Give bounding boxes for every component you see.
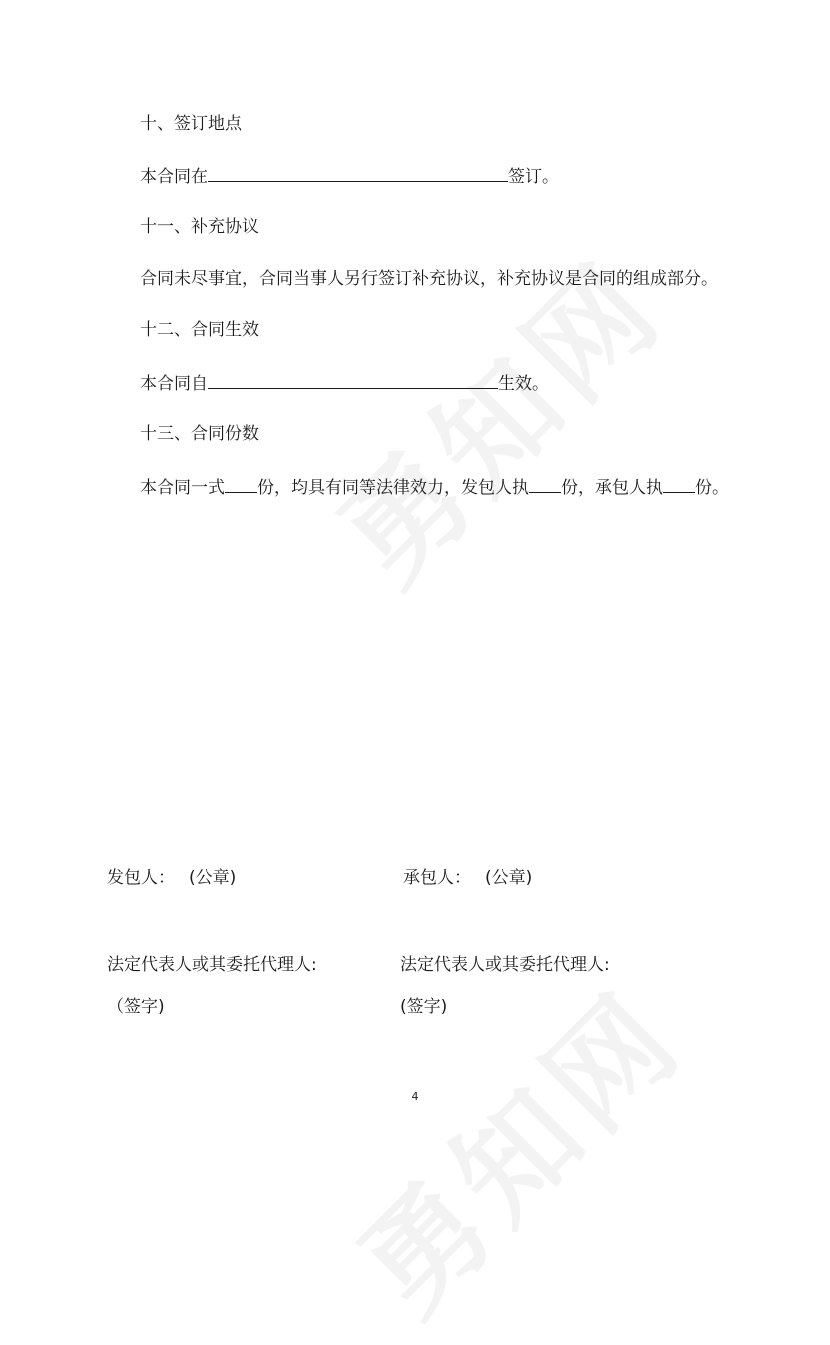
page-number: 4	[411, 1090, 419, 1103]
section-10-suffix: 签订。	[508, 167, 559, 187]
section-12-body	[140, 370, 549, 396]
copies-total-blank	[225, 474, 257, 493]
section-13-body	[140, 474, 729, 500]
effective-date-blank	[208, 370, 498, 389]
section-13-text-c: 份，承包人执	[561, 478, 663, 498]
section-10-prefix: 本合同在	[140, 167, 208, 187]
section-13-text-d: 份。	[695, 478, 729, 498]
contractor-signature-row	[403, 866, 532, 890]
section-13-text-b: 份，均具有同等法律效力，发包人执	[257, 478, 529, 498]
section-12-title: 十二、合同生效	[140, 320, 259, 340]
sign-left: （签字)	[107, 997, 165, 1017]
section-12-prefix: 本合同自	[140, 374, 208, 394]
section-13-text-a: 本合同一式	[140, 478, 225, 498]
section-10-title: 十、签订地点	[140, 114, 242, 134]
contractor-label: 承包人：	[403, 868, 471, 888]
legal-rep-left: 法定代表人或其委托代理人:	[107, 955, 317, 975]
section-11-title: 十一、补充协议	[140, 217, 259, 237]
section-10-body	[140, 163, 559, 189]
contractor-seal: (公章)	[485, 868, 533, 888]
copies-contractor-blank	[663, 474, 695, 493]
employer-seal: (公章)	[189, 868, 237, 888]
sign-right: (签字)	[400, 997, 448, 1017]
watermark	[316, 947, 713, 1344]
section-11-body: 合同未尽事宜，合同当事人另行签订补充协议，补充协议是合同的组成部分。	[140, 269, 718, 289]
copies-employer-blank	[529, 474, 561, 493]
employer-signature-row	[107, 866, 236, 890]
section-12-suffix: 生效。	[498, 374, 549, 394]
section-13-title: 十三、合同份数	[140, 424, 259, 444]
employer-label: 发包人：	[107, 868, 175, 888]
signing-place-blank	[208, 163, 508, 182]
legal-rep-right: 法定代表人或其委托代理人:	[400, 955, 610, 975]
